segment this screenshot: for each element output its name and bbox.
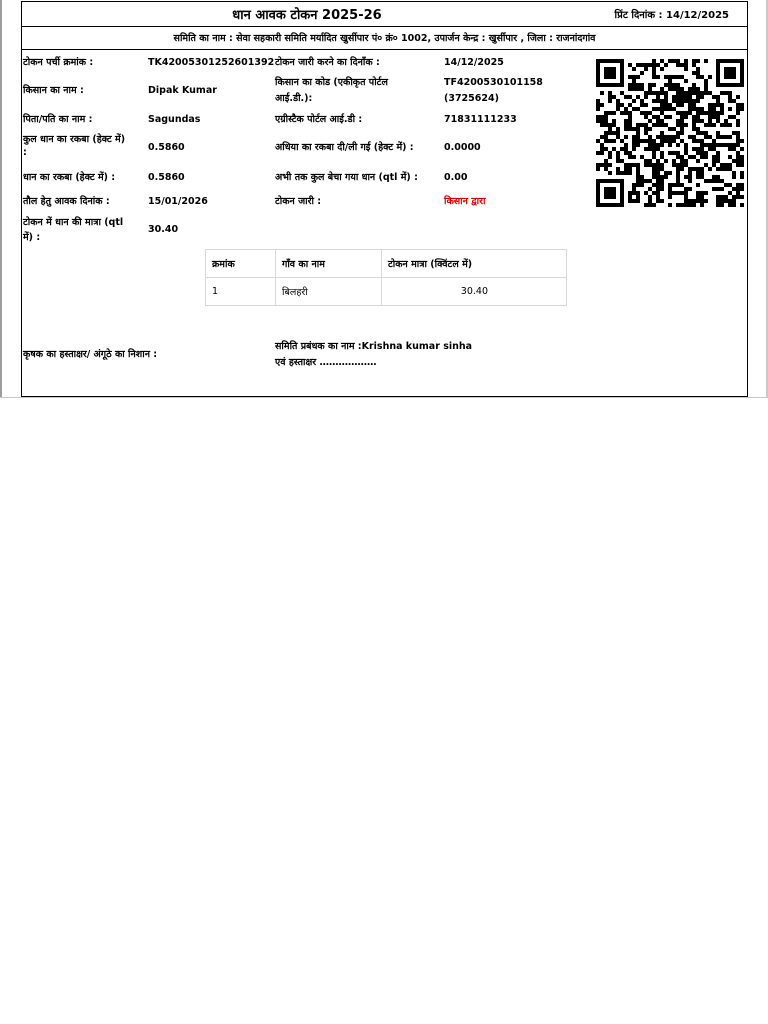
society-row	[22, 26, 747, 50]
qr-code	[592, 59, 748, 207]
token-qty-label-line2: में) :	[23, 232, 41, 243]
sold-qty-value: 0.00	[444, 172, 468, 183]
token-no-value: TK42005301252601392	[148, 57, 275, 68]
farmer-code-label-line1: किसान का कोड (एकीकृत पोर्टल	[275, 77, 388, 88]
society-name: समिति का नाम : सेवा सहकारी समिति मर्यादित खुर्सीपार पं० क्रं० 1002, उपार्जन केन्द्र : खुर्सीपार , जिला : राजनांदगांव	[173, 33, 596, 44]
farmer-name-value: Dipak Kumar	[148, 85, 217, 96]
father-name-label: पिता/पति का नाम :	[23, 114, 93, 125]
farmer-name-label: किसान का नाम :	[23, 85, 84, 96]
adhiya-area-value: 0.0000	[444, 142, 481, 153]
viewer-edge-bottom	[0, 397, 768, 398]
adhiya-area-label: अधिया का रकबा दी/ली गई (हेक्ट में) :	[275, 142, 414, 153]
agristack-value: 71831111233	[444, 114, 517, 125]
paddy-area-label: धान का रकबा (हेक्ट में) :	[23, 172, 116, 183]
token-no-label: टोकन पर्ची क्रमांक :	[23, 57, 94, 68]
manager-name-line1: समिति प्रबंधक का नाम :Krishna kumar sinha	[275, 341, 473, 352]
token-document	[21, 1, 748, 397]
col-serial-header: क्रमांक	[206, 250, 276, 278]
issued-by-value: किसान द्वारा	[444, 196, 486, 207]
total-area-label-line2: :	[23, 147, 27, 158]
row-serial: 1	[206, 278, 276, 306]
viewer-edge-left	[0, 0, 2, 398]
token-qty-label-line1: टोकन में धान की मात्रा (qtl	[23, 217, 124, 228]
village-table-header	[206, 250, 567, 278]
agristack-label: एग्रीस्टैक पोर्टल आई.डी :	[275, 114, 363, 125]
weigh-date-label: तौल हेतु आवक दिनांक :	[23, 196, 110, 207]
col-qty-header: टोकन मात्रा (क्विंटल में)	[382, 250, 567, 278]
farmer-code-label-line2: आई.डी.):	[275, 93, 313, 104]
row-village: बिलहरी	[276, 278, 382, 306]
token-qty-value: 30.40	[148, 224, 179, 235]
paddy-area-value: 0.5860	[148, 172, 185, 183]
manager-signature-line2: एवं हस्ताक्षर ………………	[275, 357, 377, 368]
sold-qty-label: अभी तक कुल बेचा गया धान (qtl में) :	[275, 172, 418, 183]
total-area-value: 0.5860	[148, 142, 185, 153]
farmer-code-value-line2: (3725624)	[444, 93, 499, 104]
weigh-date-value: 15/01/2026	[148, 196, 208, 207]
father-name-value: Sagundas	[148, 114, 201, 125]
issue-date-label: टोकन जारी करने का दिनाँक :	[275, 57, 380, 68]
table-row	[206, 278, 567, 306]
document-title: धान आवक टोकन 2025-26	[232, 8, 382, 23]
row-qty: 30.40	[382, 278, 567, 306]
farmer-code-value-line1: TF4200530101158	[444, 77, 543, 88]
total-area-label-line1: कुल धान का रकबा (हेक्ट में)	[23, 134, 126, 145]
col-village-header: गाँव का नाम	[276, 250, 382, 278]
title-row	[22, 2, 747, 27]
issue-date-value: 14/12/2025	[444, 57, 504, 68]
farmer-signature-label: कृषक का हस्ताक्षर/ अंगूठे का निशान :	[23, 349, 158, 360]
village-table	[205, 249, 567, 306]
issued-by-label: टोकन जारी :	[275, 196, 322, 207]
print-date: प्रिंट दिनांक : 14/12/2025	[614, 10, 729, 21]
